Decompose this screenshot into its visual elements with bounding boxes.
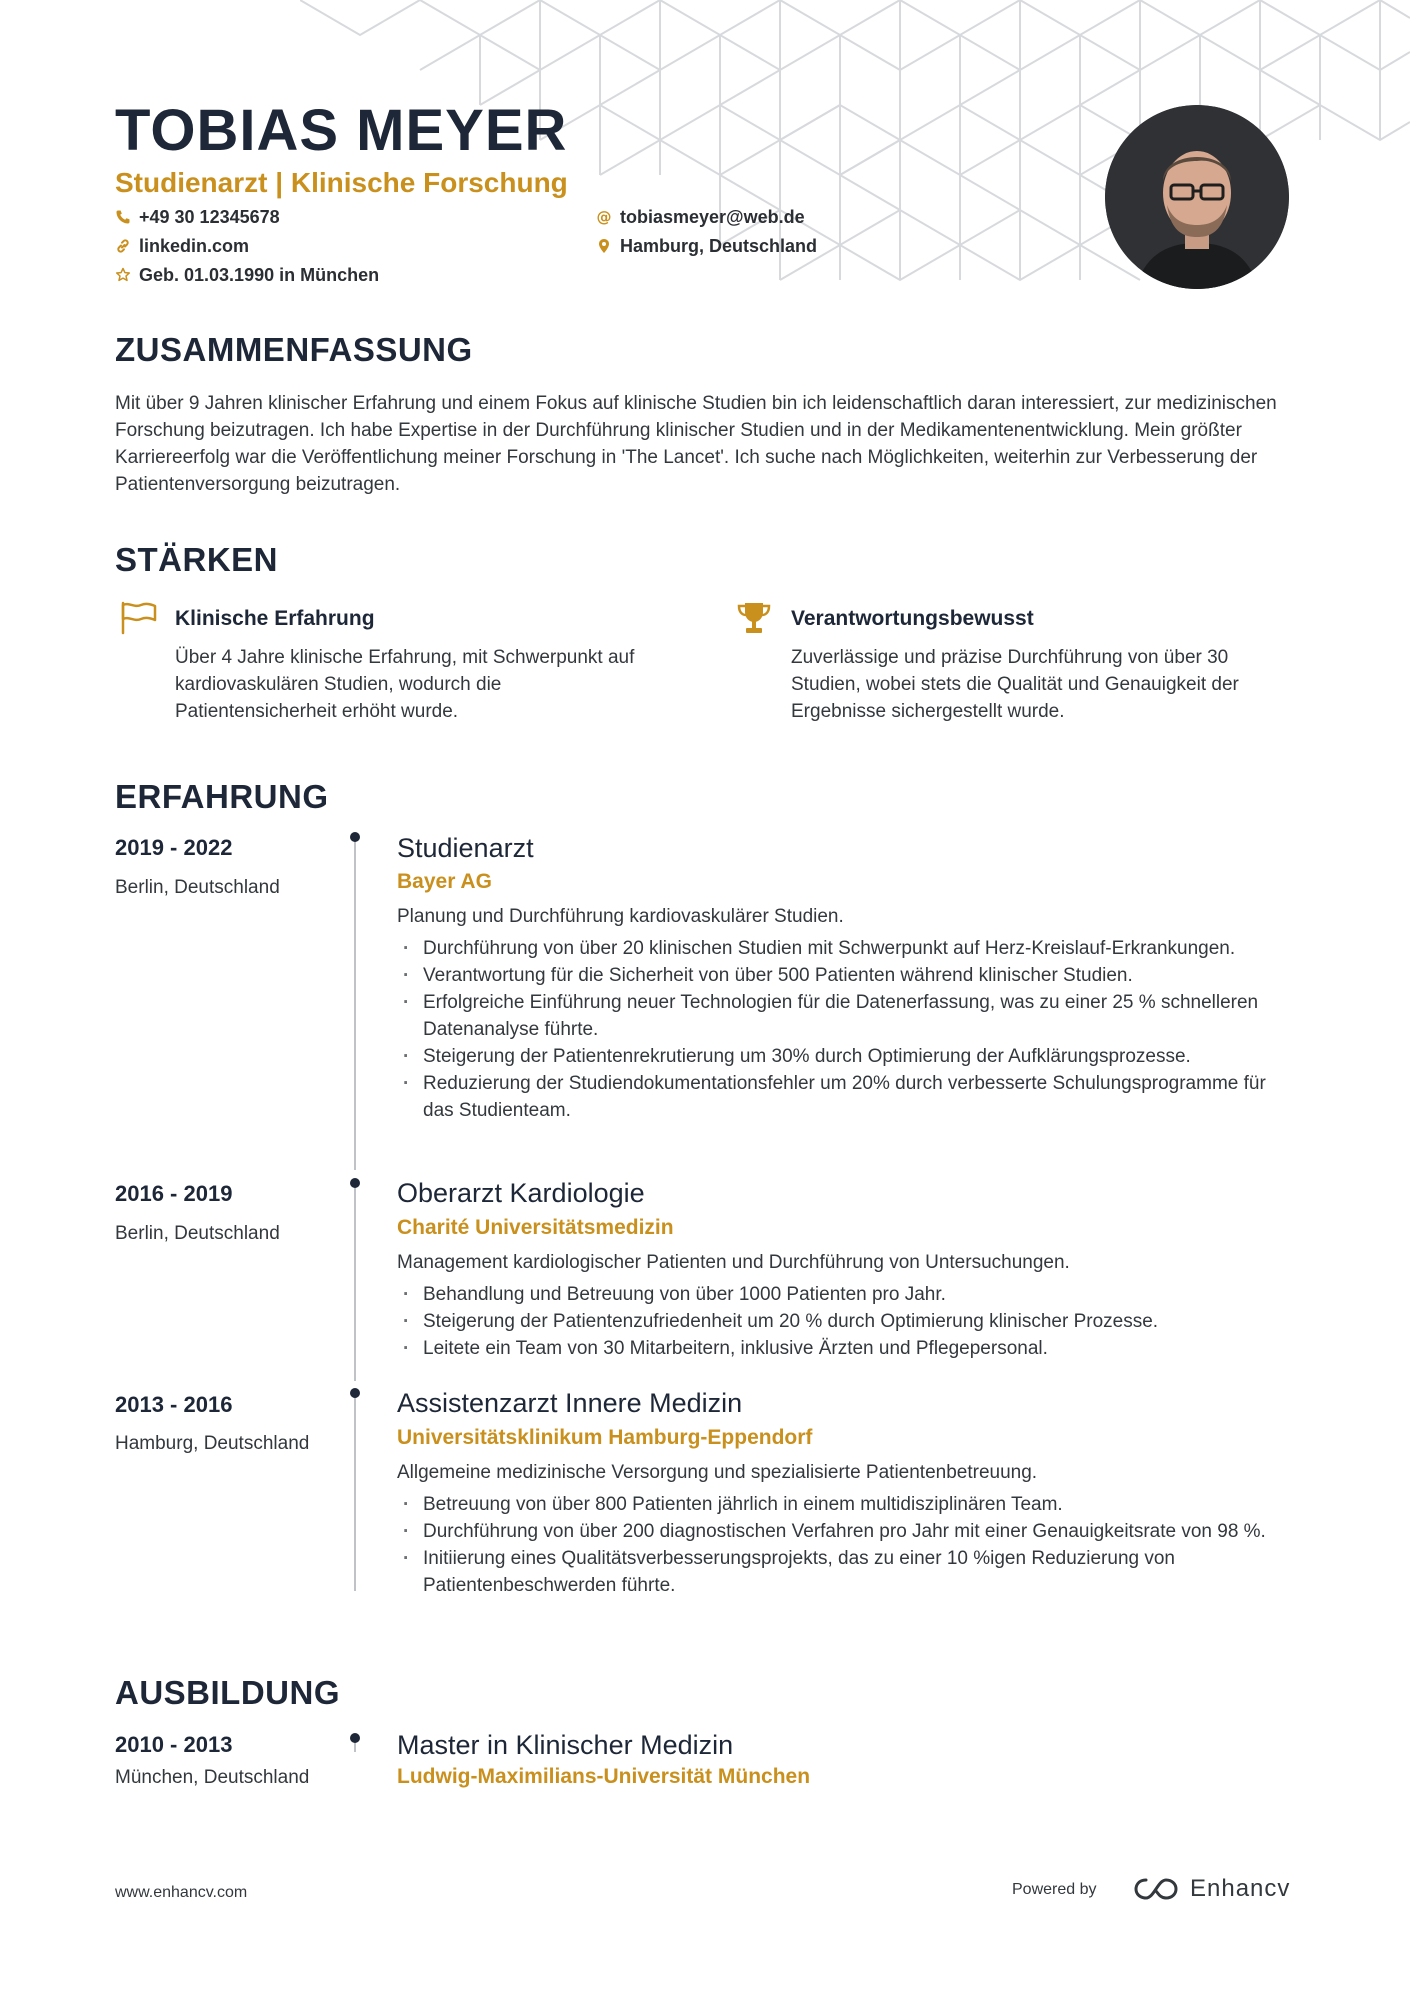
linkedin-text: linkedin.com <box>139 236 250 256</box>
education-dates: 2010 - 2013 <box>115 1732 233 1757</box>
job-achievements <box>397 1491 1277 1599</box>
phone-icon <box>115 209 131 225</box>
achievement-item: · Leitete ein Team von 30 Mitarbeitern, inklusive Ärzten und Pflegepersonal. <box>397 1335 1277 1362</box>
timeline-line <box>354 1395 356 1591</box>
education-location: München, Deutschland <box>115 1767 310 1788</box>
enhancv-logo[interactable] <box>1132 1874 1290 1904</box>
achievement-item: · Durchführung von über 20 klinischen Studien mit Schwerpunkt auf Herz-Kreislauf-Erkrankungen. <box>397 935 1277 962</box>
achievement-item: · Erfolgreiche Einführung neuer Technologien für die Datenerfassung, was zu einer 25 % schnelleren Datenanalyse führte. <box>397 989 1277 1043</box>
job-dates: 2016 - 2019 <box>115 1181 233 1206</box>
strength-description: Über 4 Jahre klinische Erfahrung, mit Schwerpunkt auf kardiovaskulären Studien, wodurch die Patientensicherheit erhöht wurde. <box>175 647 635 722</box>
summary-text: Mit über 9 Jahren klinischer Erfahrung und einem Fokus auf klinische Studien bin ich leidenschaftlich daran interessiert, zur medizinischen Forschung beizutragen. Ich habe Expertise in der Durchführung klinischer Studien und in der Medikamentenentwicklung. Mein größter Karriereerfolg war die Veröffentlichung meiner Forschung in 'The Lancet'. Ich suche nach Möglichkeiten, weiterhin zur Verbesserung der Patientenversorgung beizutragen. <box>115 393 1277 495</box>
job-location: Hamburg, Deutschland <box>115 1433 310 1454</box>
job-achievements <box>397 1281 1277 1362</box>
powered-by-label: Powered by <box>1012 1881 1097 1898</box>
timeline-line <box>354 838 356 1170</box>
job-description: Allgemeine medizinische Versorgung und spezialisierte Patientenbetreuung. <box>397 1462 1038 1483</box>
strength-description: Zuverlässige und präzise Durchführung von über 30 Studien, wobei stets die Qualität und Genauigkeit der Ergebnisse sichergestellt wurde. <box>791 647 1239 722</box>
contact-email[interactable] <box>596 206 805 228</box>
achievement-item: · Steigerung der Patientenrekrutierung um 30% durch Optimierung der Aufklärungsprozesse. <box>397 1043 1277 1070</box>
education-degree: Master in Klinischer Medizin <box>397 1730 734 1760</box>
timeline-dot <box>350 1388 360 1398</box>
location-pin-icon <box>596 238 612 254</box>
job-description: Management kardiologischer Patienten und Durchführung von Untersuchungen. <box>397 1252 1070 1273</box>
achievement-item: · Betreuung von über 800 Patienten jährlich in einem multidisziplinären Team. <box>397 1491 1277 1518</box>
at-icon <box>596 209 612 225</box>
achievement-item: · Durchführung von über 200 diagnostischen Verfahren pro Jahr mit einer Genauigkeitsrate von 98 %. <box>397 1518 1277 1545</box>
birth-text: Geb. 01.03.1990 in München <box>139 265 380 285</box>
email-text: tobiasmeyer@web.de <box>620 207 805 227</box>
job-location: Berlin, Deutschland <box>115 1223 280 1244</box>
job-dates: 2019 - 2022 <box>115 835 233 860</box>
trophy-icon <box>735 600 773 636</box>
job-description: Planung und Durchführung kardiovaskulärer Studien. <box>397 906 844 927</box>
contact-birth <box>115 264 379 286</box>
job-dates: 2013 - 2016 <box>115 1392 233 1417</box>
experience-heading: ERFAHRUNG <box>115 778 329 815</box>
contact-phone[interactable] <box>115 206 280 228</box>
job-title: Assistenzarzt Innere Medizin <box>397 1388 743 1418</box>
education-heading: AUSBILDUNG <box>115 1674 340 1711</box>
job-company: Bayer AG <box>397 870 492 893</box>
timeline-dot <box>350 832 360 842</box>
candidate-headline: Studienarzt | Klinische Forschung <box>115 167 568 198</box>
achievement-item: · Steigerung der Patientenzufriedenheit um 20 % durch Optimierung klinischer Prozesse. <box>397 1308 1277 1335</box>
enhancv-logo-icon <box>1132 1874 1180 1904</box>
timeline-line <box>354 1184 356 1381</box>
job-company: Universitätsklinikum Hamburg-Eppendorf <box>397 1426 813 1449</box>
job-company: Charité Universitätsmedizin <box>397 1216 674 1239</box>
strengths-heading: STÄRKEN <box>115 541 279 578</box>
candidate-name: TOBIAS MEYER <box>115 98 568 163</box>
job-location: Berlin, Deutschland <box>115 877 280 898</box>
job-title: Oberarzt Kardiologie <box>397 1178 645 1208</box>
contact-linkedin[interactable] <box>115 235 249 257</box>
summary-heading: ZUSAMMENFASSUNG <box>115 331 473 368</box>
achievement-item: · Reduzierung der Studiendokumentationsfehler um 20% durch verbesserte Schulungsprogramme für das Studienteam. <box>397 1070 1277 1124</box>
link-icon <box>115 238 131 254</box>
achievement-item: · Initiierung eines Qualitätsverbesserungsprojekts, das zu einer 10 %igen Reduzierung von Patientenbeschwerden führte. <box>397 1545 1277 1599</box>
timeline-dot <box>350 1733 360 1743</box>
location-text: Hamburg, Deutschland <box>620 236 818 256</box>
star-icon <box>115 267 131 283</box>
achievement-item: · Verantwortung für die Sicherheit von über 500 Patienten während klinischer Studien. <box>397 962 1277 989</box>
flag-icon <box>119 600 157 636</box>
education-school: Ludwig-Maximilians-Universität München <box>397 1765 811 1788</box>
footer-website-link[interactable]: www.enhancv.com <box>115 1884 248 1901</box>
achievement-item: · Behandlung und Betreuung von über 1000 Patienten pro Jahr. <box>397 1281 1277 1308</box>
phone-text: +49 30 12345678 <box>139 207 280 227</box>
strength-title: Verantwortungsbewusst <box>791 607 1034 630</box>
profile-photo <box>1105 105 1289 289</box>
brand-name: Enhancv <box>1190 1875 1291 1902</box>
svg-text:@: @ <box>596 209 612 225</box>
strength-title: Klinische Erfahrung <box>175 607 375 630</box>
timeline-dot <box>350 1178 360 1188</box>
job-achievements <box>397 935 1277 1124</box>
job-title: Studienarzt <box>397 833 534 863</box>
contact-location <box>596 235 817 257</box>
